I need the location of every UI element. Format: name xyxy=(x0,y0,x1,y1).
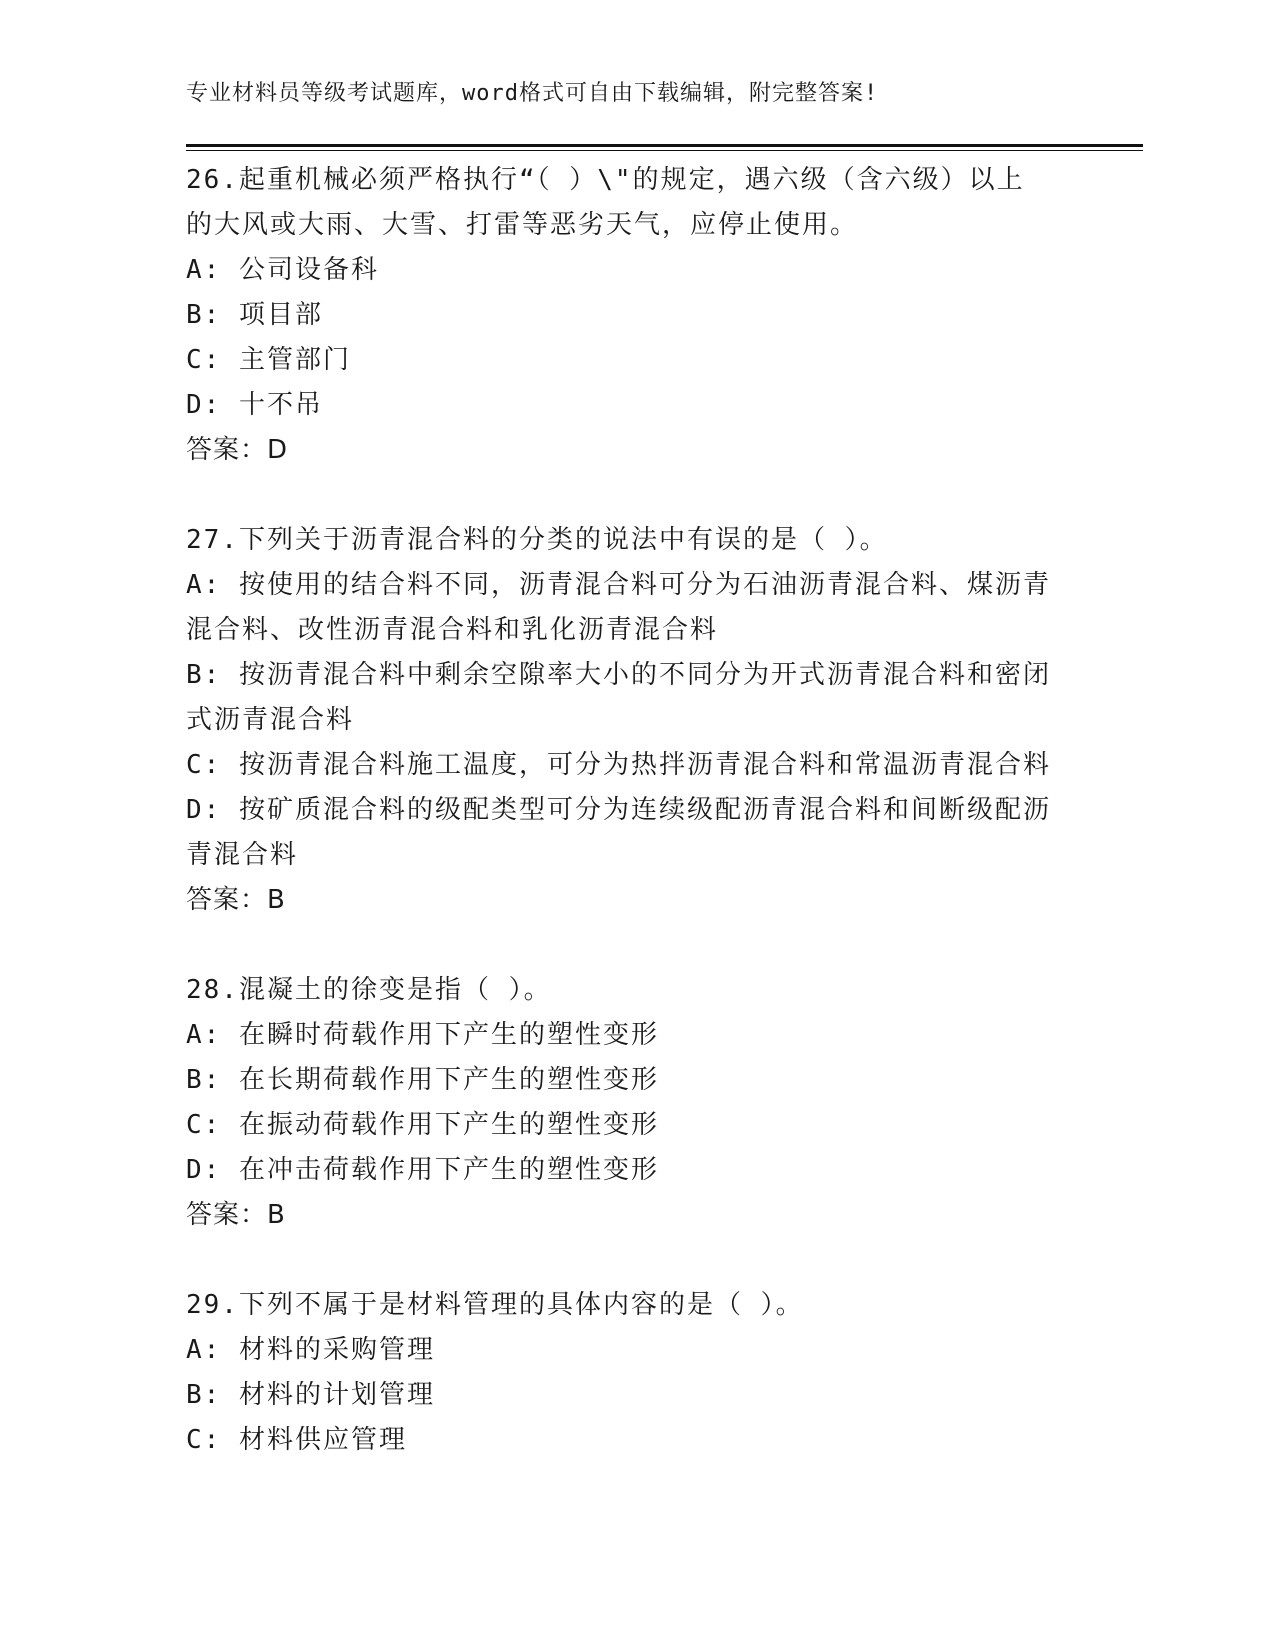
option-d-continued: 青混合料 xyxy=(186,840,299,870)
document-header: 专业材料员等级考试题库，word格式可自由下载编辑，附完整答案! xyxy=(186,81,879,106)
option-c: C: 主管部门 xyxy=(186,345,351,375)
option-b: B: 项目部 xyxy=(186,300,323,330)
question-27 xyxy=(186,518,1086,923)
option-d: D: 在冲击荷载作用下产生的塑性变形 xyxy=(186,1155,659,1185)
question-stem-continued: 的大风或大雨、大雪、打雷等恶劣天气，应停止使用。 xyxy=(186,210,859,240)
option-a-continued: 混合料、改性沥青混合料和乳化沥青混合料 xyxy=(186,615,719,645)
option-d: D: 按矿质混合料的级配类型可分为连续级配沥青混合料和间断级配沥 xyxy=(186,795,1051,825)
option-a: A: 按使用的结合料不同，沥青混合料可分为石油沥青混合料、煤沥青 xyxy=(186,570,1051,600)
question-29 xyxy=(186,1283,1086,1463)
question-stem: 26.起重机械必须严格执行“（ ）\"的规定，遇六级（含六级）以上 xyxy=(186,165,1025,195)
question-list xyxy=(186,158,1086,1508)
question-stem: 27.下列关于沥青混合料的分类的说法中有误的是（ ）。 xyxy=(186,525,888,555)
option-c: C: 在振动荷载作用下产生的塑性变形 xyxy=(186,1110,659,1140)
answer-line: 答案：B xyxy=(186,885,286,915)
option-a: A: 在瞬时荷载作用下产生的塑性变形 xyxy=(186,1020,659,1050)
question-26 xyxy=(186,158,1086,473)
option-b: B: 按沥青混合料中剩余空隙率大小的不同分为开式沥青混合料和密闭 xyxy=(186,660,1051,690)
option-a: A: 公司设备科 xyxy=(186,255,379,285)
option-c: C: 按沥青混合料施工温度，可分为热拌沥青混合料和常温沥青混合料 xyxy=(186,750,1051,780)
question-28 xyxy=(186,968,1086,1238)
option-b: B: 在长期荷载作用下产生的塑性变形 xyxy=(186,1065,659,1095)
question-stem: 28.混凝土的徐变是指（ ）。 xyxy=(186,975,552,1005)
option-b: B: 材料的计划管理 xyxy=(186,1380,435,1410)
answer-line: 答案：B xyxy=(186,1200,286,1230)
option-c: C: 材料供应管理 xyxy=(186,1425,407,1455)
option-a: A: 材料的采购管理 xyxy=(186,1335,435,1365)
answer-line: 答案：D xyxy=(186,435,289,465)
header-rule-thick xyxy=(186,144,1143,147)
question-stem: 29.下列不属于是材料管理的具体内容的是（ ）。 xyxy=(186,1290,804,1320)
option-b-continued: 式沥青混合料 xyxy=(186,705,355,735)
option-d: D: 十不吊 xyxy=(186,390,323,420)
header-rule-thin xyxy=(186,150,1143,151)
